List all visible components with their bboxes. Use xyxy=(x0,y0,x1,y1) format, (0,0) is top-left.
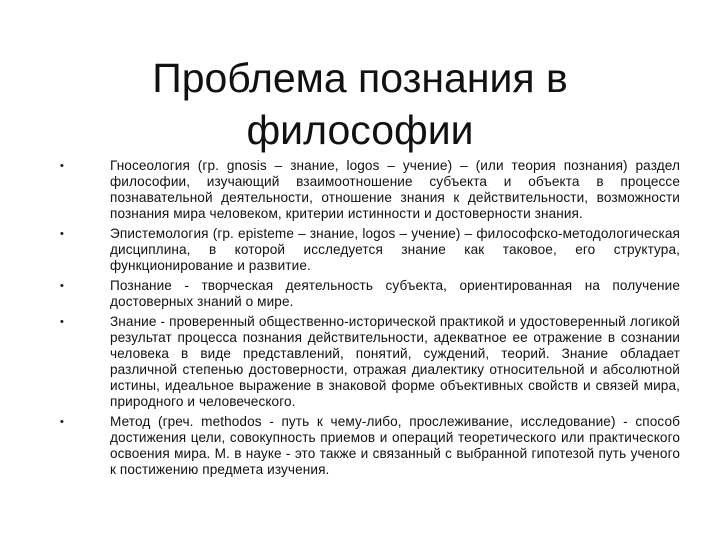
bullet-list xyxy=(56,158,680,482)
bullet-item-epistemology xyxy=(56,226,680,274)
bullet-item-cognition xyxy=(56,278,680,310)
bullet-icon: • xyxy=(60,280,64,292)
bullet-item-gnoseology xyxy=(56,158,680,222)
bullet-icon: • xyxy=(60,160,64,172)
slide-title: Проблема познания в философии xyxy=(152,55,568,153)
bullet-text: Гносеология (гр. gnosis – знание, logos – учение) – (или теория познания) раздел философии, изучающий взаимоотношение субъекта и объекта в процессе познавательной деятельности, отношение знания к действительности, возможности познания мира человеком, критерии истинности и достоверности знания. xyxy=(110,158,680,221)
bullet-icon: • xyxy=(60,316,64,328)
bullet-item-method xyxy=(56,414,680,478)
bullet-text: Эпистемология (гр. episteme – знание, logos – учение) – философско-методологическая дисциплина, в которой исследуется знание как таковое, его структура, функционирование и развитие. xyxy=(110,226,680,273)
bullet-icon: • xyxy=(60,228,64,240)
bullet-text: Познание - творческая деятельность субъекта, ориентированная на получение достоверных знаний о мире. xyxy=(110,278,680,309)
bullet-text: Знание - проверенный общественно-исторической практикой и удостоверенный логикой результат процесса познания действительности, адекватное ее отражение в сознании человека в виде представлений, понятий, суждений, теорий. Знание обладает различной степенью достоверности, отражая диалектику относительной и абсолютной истины, идеальное выражение в знаковой форме объективных свойств и связей мира, природного и человеческого. xyxy=(110,314,680,409)
bullet-icon: • xyxy=(60,416,64,428)
bullet-item-knowledge xyxy=(56,314,680,410)
bullet-text: Метод (греч. methodos - путь к чему-либо, прослеживание, исследование) - способ достижения цели, совокупность приемов и операций теоретического или практического освоения мира. М. в науке - это также и связанный с выбранной гипотезой путь ученого к постижению предмета изучения. xyxy=(110,414,680,477)
